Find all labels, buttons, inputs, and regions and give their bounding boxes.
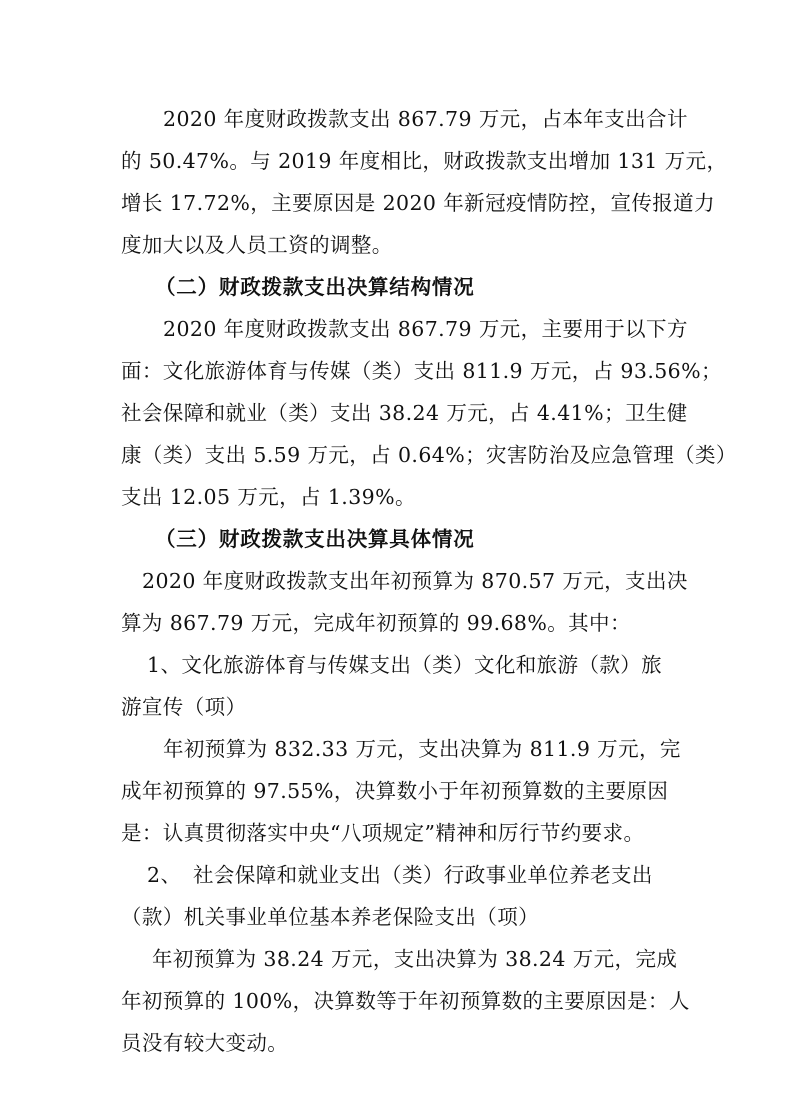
item-1-body-line-2 (0, 774, 790, 808)
item-1-title-line-1-text: 1、文化旅游体育与传媒支出（类）文化和旅游（款）旅 (147, 653, 663, 677)
paragraph-1-line-3 (0, 186, 790, 220)
item-1-title-line-2-text: 游宣传（项） (121, 695, 247, 719)
paragraph-2-line-1-text: 2020 年度财政拨款支出 867.79 万元，主要用于以下方 (163, 317, 688, 341)
paragraph-3-line-1-text: 2020 年度财政拨款支出年初预算为 870.57 万元，支出决 (142, 569, 688, 593)
item-1-body-line-1-text: 年初预算为 832.33 万元，支出决算为 811.9 万元，完 (163, 737, 681, 761)
item-1-body-line-3 (0, 816, 790, 850)
paragraph-2-line-2-text: 面：文化旅游体育与传媒（类）支出 811.9 万元，占 93.56%； (121, 359, 722, 383)
item-1-body-line-1 (0, 732, 790, 766)
item-2-body-line-3 (0, 1026, 790, 1060)
paragraph-3-line-2-text: 算为 867.79 万元，完成年初预算的 99.68%。其中： (121, 611, 631, 635)
paragraph-1-line-4-text: 度加大以及人员工资的调整。 (121, 233, 393, 257)
paragraph-2-line-3 (0, 396, 790, 430)
item-2-body-line-2-text: 年初预算的 100%，决算数等于年初预算数的主要原因是：人 (121, 989, 690, 1013)
item-2-title-number: 2、 (147, 863, 182, 887)
paragraph-1-line-2-text: 的 50.47%。与 2019 年度相比，财政拨款支出增加 131 万元， (121, 149, 728, 173)
item-1-title-line-2 (0, 690, 790, 724)
paragraph-2-line-4 (0, 438, 790, 472)
paragraph-1-line-2 (0, 144, 790, 178)
paragraph-1-line-4 (0, 228, 790, 262)
item-2-title-line-2-text: （款）机关事业单位基本养老保险支出（项） (121, 905, 539, 929)
paragraph-2-line-5 (0, 480, 790, 514)
item-2-body-line-2 (0, 984, 790, 1018)
paragraph-2-line-2 (0, 354, 790, 388)
paragraph-2-line-3-text: 社会保障和就业（类）支出 38.24 万元，占 4.41%；卫生健 (121, 401, 688, 425)
item-1-title-line-1 (0, 648, 790, 682)
item-2-body-line-1-text: 年初预算为 38.24 万元，支出决算为 38.24 万元，完成 (152, 947, 678, 971)
section-heading-details-text: （三）财政拨款支出决算具体情况 (155, 527, 475, 551)
item-2-title-line-1 (0, 858, 790, 892)
item-2-title-line-2 (0, 900, 790, 934)
paragraph-1-line-1-text: 2020 年度财政拨款支出 867.79 万元，占本年支出合计 (163, 107, 688, 131)
paragraph-3-line-1 (0, 564, 790, 598)
item-2-body-line-3-text: 员没有较大变动。 (121, 1031, 289, 1055)
paragraph-1-line-3-text: 增长 17.72%，主要原因是 2020 年新冠疫情防控，宣传报道力 (121, 191, 715, 215)
paragraph-2-line-4-text: 康（类）支出 5.59 万元，占 0.64%；灾害防治及应急管理（类） (121, 443, 737, 467)
item-1-body-line-3-text: 是：认真贯彻落实中央“八项规定”精神和厉行节约要求。 (121, 821, 645, 845)
paragraph-1-line-1 (0, 102, 790, 136)
paragraph-2-line-1 (0, 312, 790, 346)
item-1-body-line-2-text: 成年初预算的 97.55%，决算数小于年初预算数的主要原因 (121, 779, 669, 803)
paragraph-3-line-2 (0, 606, 790, 640)
item-2-title-line-1-text: 社会保障和就业支出（类）行政事业单位养老支出 (193, 863, 653, 887)
item-2-body-line-1 (0, 942, 790, 976)
section-heading-details (0, 522, 790, 556)
section-heading-structure (0, 270, 790, 304)
paragraph-2-line-5-text: 支出 12.05 万元，占 1.39%。 (121, 485, 416, 509)
section-heading-structure-text: （二）财政拨款支出决算结构情况 (155, 275, 475, 299)
